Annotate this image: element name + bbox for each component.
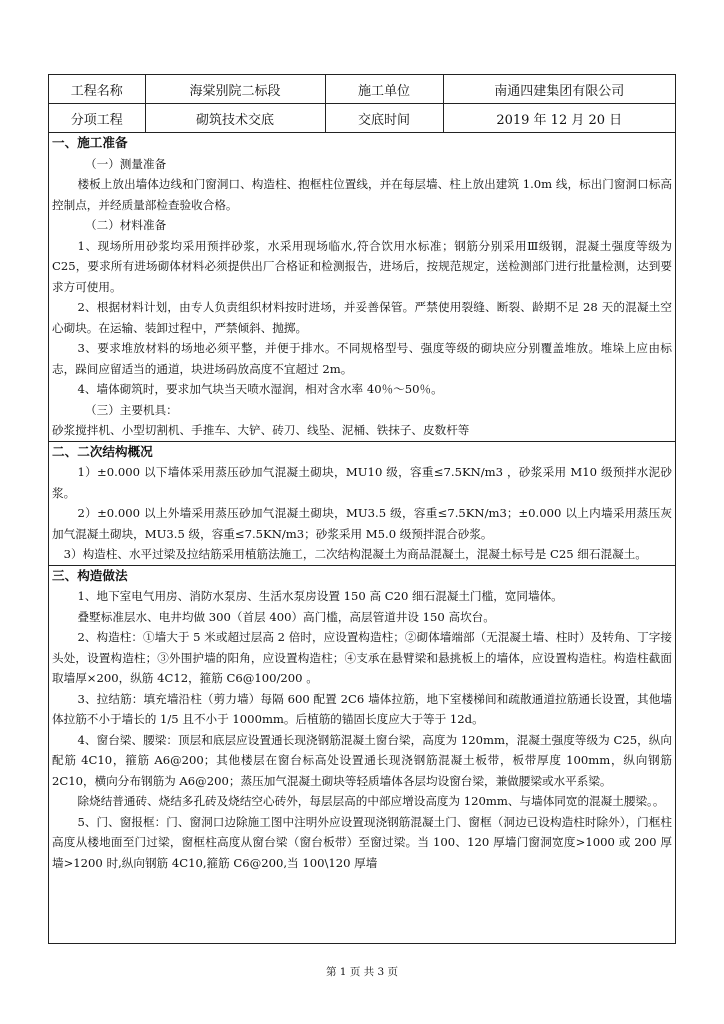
- construction-unit-value: 南通四建集团有限公司: [443, 75, 675, 104]
- project-name-value: 海棠别院二标段: [145, 75, 325, 104]
- section-1-heading: 一、施工准备: [52, 135, 128, 150]
- disclosure-date-value: 2019 年 12 月 20 日: [443, 104, 675, 133]
- construction-unit-label: 施工单位: [325, 75, 443, 104]
- section-1-paragraph: 楼板上放出墙体边线和门窗洞口、构造柱、抱框柱位置线，并在每层墙、柱上放出建筑 1.0m 线，标出门窗洞口标高控制点，并经质量部检查验收合格。: [52, 177, 672, 212]
- section-3-heading: 三、构造做法: [49, 565, 675, 587]
- section-3-paragraph: 1、地下室电气用房、消防水泵房、生活水泵房设置 150 高 C20 细石混凝土门槛，宽同墙体。: [77, 589, 563, 603]
- section-3-paragraph: 2、构造柱：①墙大于 5 米或超过层高 2 倍时，应设置构造柱；②砌体墙端部（无混凝土墙、柱时）及转角、丁字接头处，设置构造柱；③外围护墙的阳角，应设置构造柱；④支承在悬臂梁和悬挑板上的墙体，应设置构造柱。构造柱截面取墙厚×200，纵筋 4C12，箍筋 C6@100/200 。: [52, 630, 672, 685]
- disclosure-date-label: 交底时间: [325, 104, 443, 133]
- section-2-paragraph: 3）构造柱、水平过梁及拉结筋采用植筋法施工，二次结构混凝土为商品混凝土，混凝土标号是 C25 细石混凝土。: [63, 547, 647, 561]
- project-name-label: 工程名称: [49, 75, 145, 104]
- header-row-2: [49, 104, 675, 133]
- section-3-paragraph: 4、窗台梁、腰梁：顶层和底层应设置通长现浇钢筋混凝土窗台梁，高度为 120mm，混凝土强度等级为 C25，纵向配筋 4C10，箍筋 A6@200；其他楼层在窗台标高处设置通长现浇钢筋混凝土板带，板带厚度 100mm，纵向钢筋 2C10，横向分布钢筋为 A6@200；蒸压加气混凝土砌块等轻质墙体各层均设窗台梁，兼做腰梁或水平系梁。: [52, 732, 672, 788]
- section-1-sub-1: （一）测量准备: [85, 156, 167, 171]
- sub-project-label: 分项工程: [49, 104, 145, 133]
- section-3-paragraph: 3、拉结筋：填充墙沿柱（剪力墙）每隔 600 配置 2C6 墙体拉筋，地下室楼梯间和疏散通道拉筋通长设置，其他墙体拉筋不小于墙长的 1/5 且不小于 1000mm。后植筋的锚固长度应大于等于 12d。: [52, 691, 672, 726]
- section-2-paragraph: 2）±0.000 以上外墙采用蒸压砂加气混凝土砌块，MU3.5 级，容重≤7.5KN/m3；±0.000 以上内墙采用蒸压灰加气混凝土砌块，MU3.5 级，容重≤7.5KN/m3；砂浆采用 M5.0 级预拌混合砂浆。: [52, 506, 672, 541]
- header-row-1: [49, 75, 675, 104]
- section-1-sub-3: （三）主要机具：: [85, 402, 178, 417]
- page-number: 第 1 页 共 3 页: [325, 966, 399, 978]
- header-table: [49, 75, 675, 133]
- document-body: [49, 133, 675, 943]
- section-1-paragraph: 1、现场所用砂浆均采用预拌砂浆，水采用现场临水,符合饮用水标准；钢筋分别采用Ⅲ级钢，混凝土强度等级为 C25，要求所有进场砌体材料必须提供出厂合格证和检测报告，进场后，按规范规定，送检测部门进行批量检测，达到要求方可使用。: [52, 238, 672, 294]
- section-1-sub-2: （二）材料准备: [85, 218, 167, 232]
- section-1-paragraph: 2、根据材料计划，由专人负责组织材料按时进场，并妥善保管。严禁使用裂缝、断裂、龄期不足 28 天的混凝土空心砌块。在运输、装卸过程中，严禁倾斜、抛掷。: [52, 300, 672, 335]
- section-2-heading: 二、二次结构概况: [49, 441, 675, 463]
- section-1-paragraph: 砂浆搅拌机、小型切割机、手推车、大铲、砖刀、线坠、泥桶、铁抹子、皮数杆等: [52, 423, 470, 437]
- section-2-paragraph: 1）±0.000 以下墙体采用蒸压砂加气混凝土砌块，MU10 级，容重≤7.5KN/m3 ，砂浆采用 M10 级预拌水泥砂浆。: [52, 465, 672, 500]
- sub-project-value: 砌筑技术交底: [145, 104, 325, 133]
- section-1-paragraph: 4、墙体砌筑时，要求加气块当天喷水湿润，相对含水率 40％～50％。: [77, 382, 443, 396]
- section-1-paragraph: 3、要求堆放材料的场地必须平整，并便于排水。不同规格型号、强度等级的砌块应分别覆盖堆放。堆垛上应由标志，跺间应留适当的通道，块进场码放高度不宜超过 2m。: [52, 341, 672, 376]
- disclosure-sheet: [48, 74, 676, 944]
- section-3-paragraph: 5、门、窗报框：门、窗洞口边除施工图中注明外应设置现浇钢筋混凝土门、窗框（洞边已设构造柱时除外），门框柱高度从楼地面至门过梁，窗框柱高度从窗台梁（窗台板带）至窗过梁。当 100、120 厚墙门窗洞宽度>1000 或 200 厚墙>1200 时,纵向钢筋 4C10,箍筋 C6@200,当 100\120 厚墙: [52, 814, 672, 870]
- section-3-paragraph: 叠墅标准层水、电井均做 300（首层 400）高门槛，高层管道井设 150 高坎台。: [77, 609, 495, 624]
- section-3-paragraph: 除烧结普通砖、烧结多孔砖及烧结空心砖外，每层层高的中部应增设高度为 120mm、与墙体同宽的混凝土腰梁。。: [77, 794, 665, 808]
